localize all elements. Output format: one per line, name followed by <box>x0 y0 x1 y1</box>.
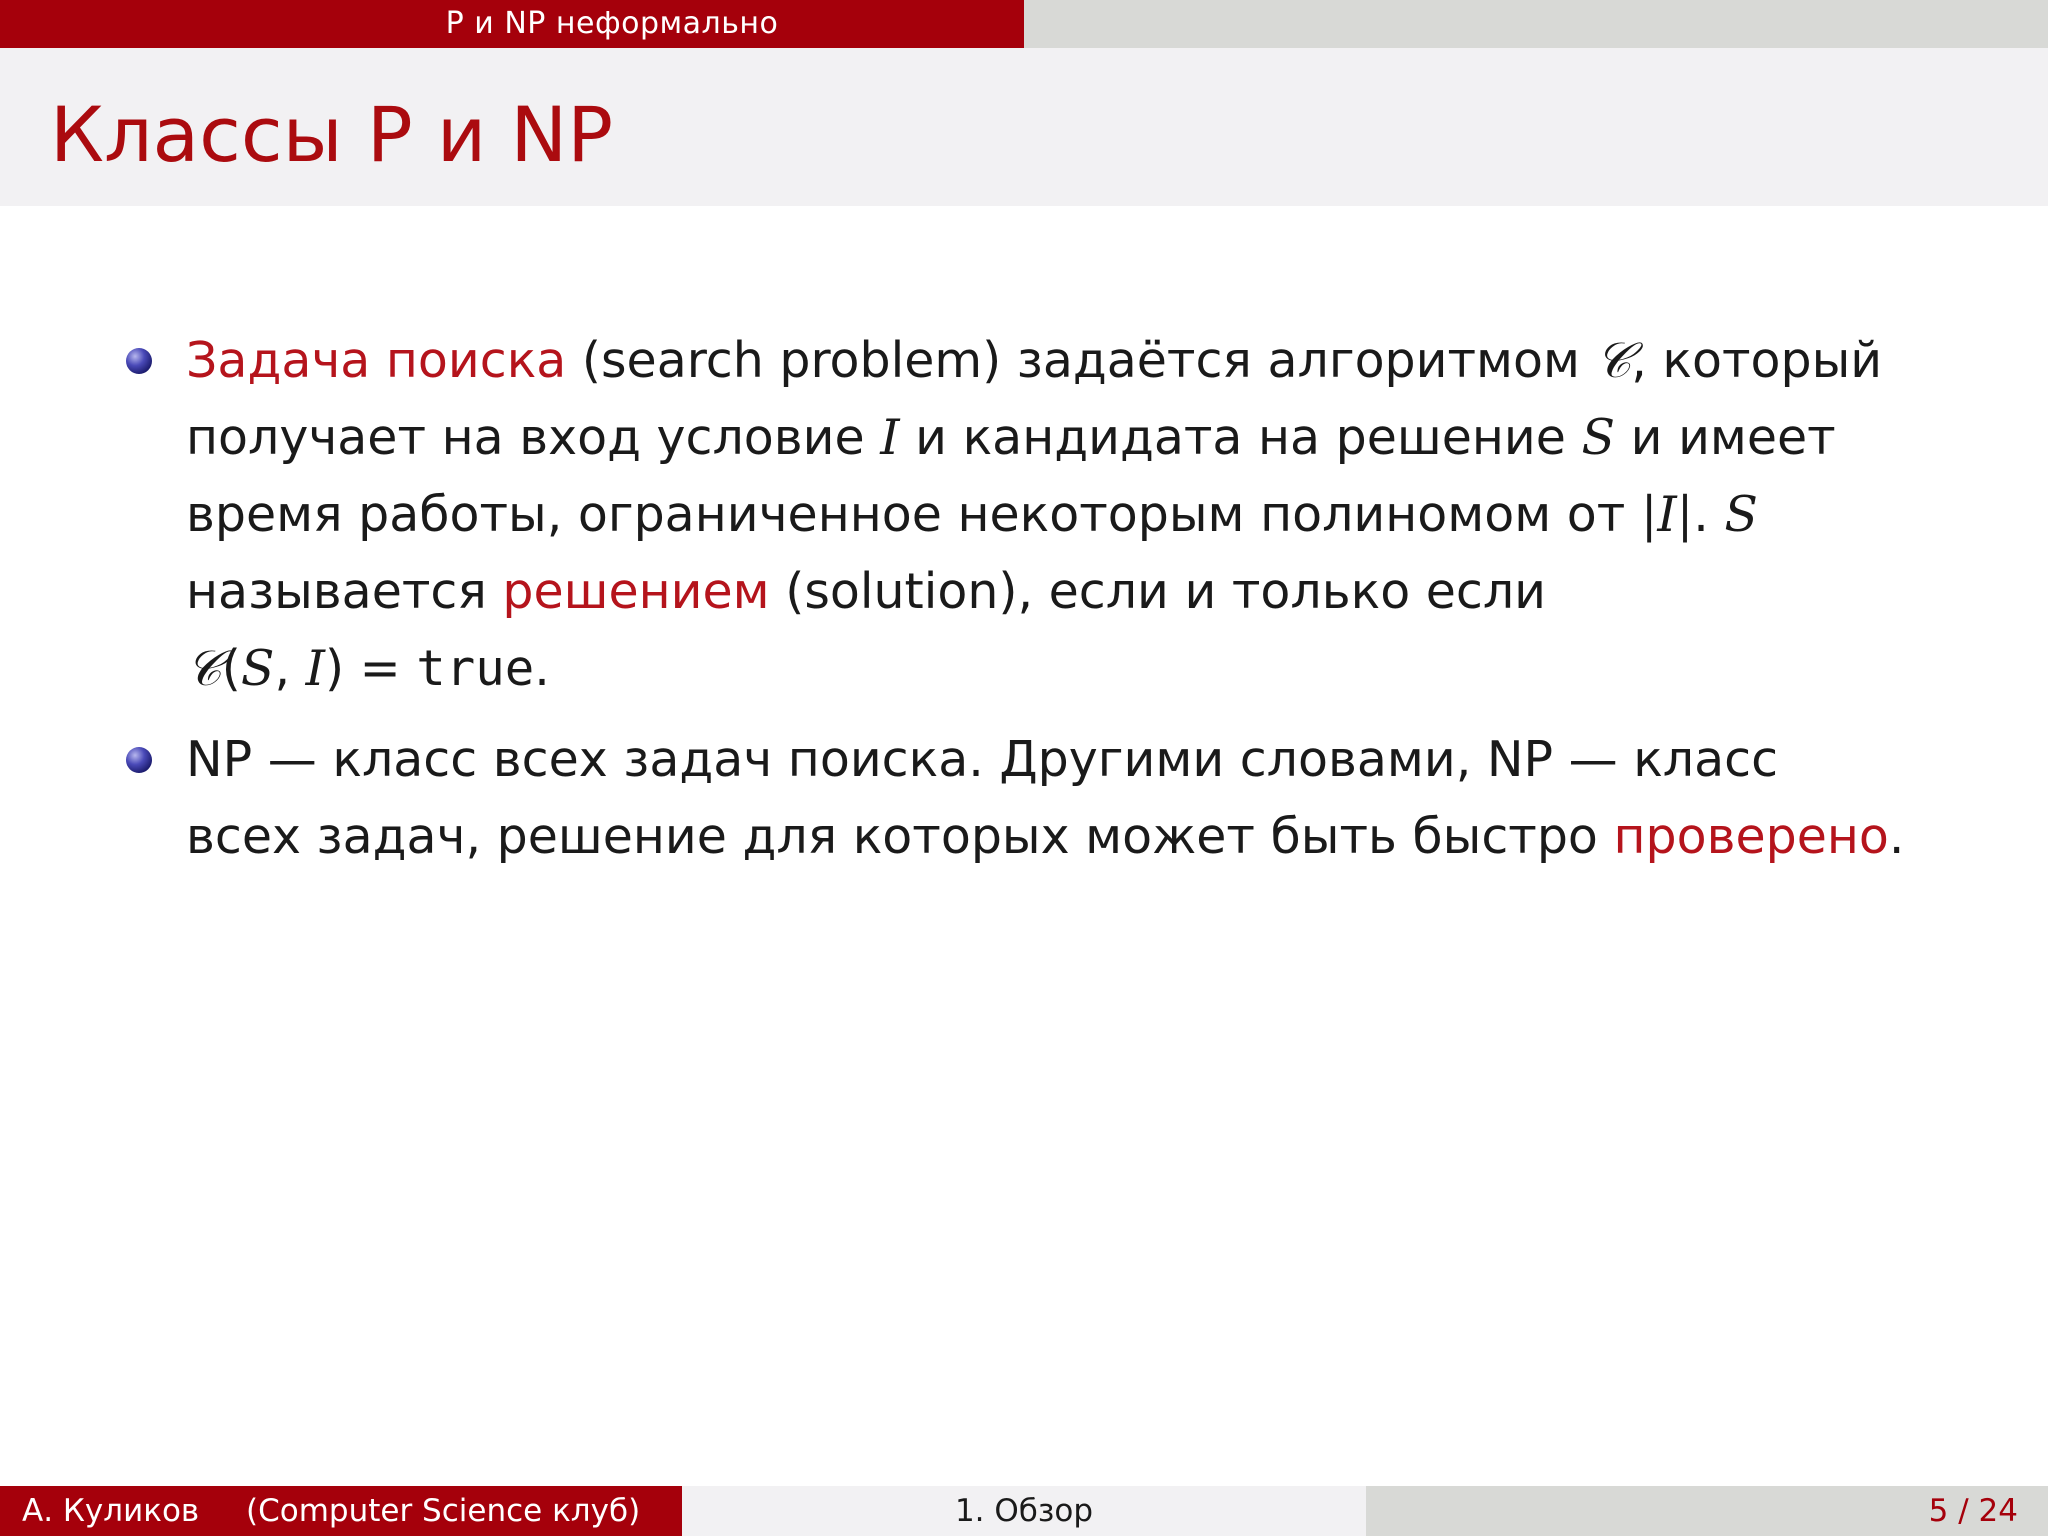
text-run: S <box>1724 486 1758 543</box>
bullet-1-line-4 <box>186 562 1546 622</box>
text-run: S <box>240 640 275 697</box>
text-run: true <box>416 640 535 697</box>
footer-bar <box>0 1486 2048 1536</box>
text-run: время работы, ограниченное некоторым полиномом от <box>186 486 1641 543</box>
text-run: получает на вход условие <box>186 409 881 466</box>
text-run: и кандидата на решение <box>899 409 1582 466</box>
text-run: 𝒞 <box>1595 332 1632 389</box>
text-run: I <box>305 640 325 697</box>
bullet-2-line-1 <box>186 730 1778 790</box>
text-run: и имеет <box>1615 409 1836 466</box>
text-run: (search problem) задаётся алгоритмом <box>566 332 1596 389</box>
footer-section: 1. Обзор <box>954 1493 1094 1529</box>
text-run: I <box>880 409 900 466</box>
page-number: 5 / 24 <box>1928 1493 2018 1529</box>
text-run: решением <box>502 563 770 620</box>
bullet-icon <box>126 348 152 374</box>
footer-author: А. Куликов <box>22 1493 200 1529</box>
bullet-1-line-3 <box>186 485 1758 545</box>
bullet-1-line-1 <box>186 331 1882 391</box>
text-run: проверено <box>1613 808 1889 865</box>
text-run: NP — класс всех задач поиска. Другими словами, NP — класс <box>186 731 1779 788</box>
text-run: . <box>1693 486 1725 543</box>
footer-author-box[interactable] <box>0 1486 682 1536</box>
text-run: всех задач, решение для которых может быть быстро <box>186 808 1614 865</box>
footer-institution: (Computer Science клуб) <box>246 1493 641 1529</box>
footer-section-box[interactable] <box>682 1486 1366 1536</box>
text-run: (solution), если и только если <box>769 563 1547 620</box>
bullet-1-line-5 <box>186 639 550 699</box>
bullet-1-line-2 <box>186 408 1836 468</box>
text-run: называется <box>186 563 503 620</box>
text-run: S <box>1581 409 1616 466</box>
bullet-2-line-2 <box>186 807 1904 867</box>
text-run: |I| <box>1640 486 1694 543</box>
text-run: 𝒞 <box>186 640 222 697</box>
section-title: P и NP неформально <box>445 6 779 41</box>
text-run: . <box>534 640 550 697</box>
text-run: , <box>274 640 306 697</box>
text-run: ) = <box>324 640 417 697</box>
text-run: Задача поиска <box>186 332 567 389</box>
footer-page-box <box>1366 1486 2048 1536</box>
text-run: . <box>1888 808 1905 865</box>
text-run: , который <box>1631 332 1883 389</box>
frame-title: Классы P и NP <box>50 90 614 179</box>
bullet-icon <box>126 747 152 773</box>
text-run: ( <box>221 640 241 697</box>
